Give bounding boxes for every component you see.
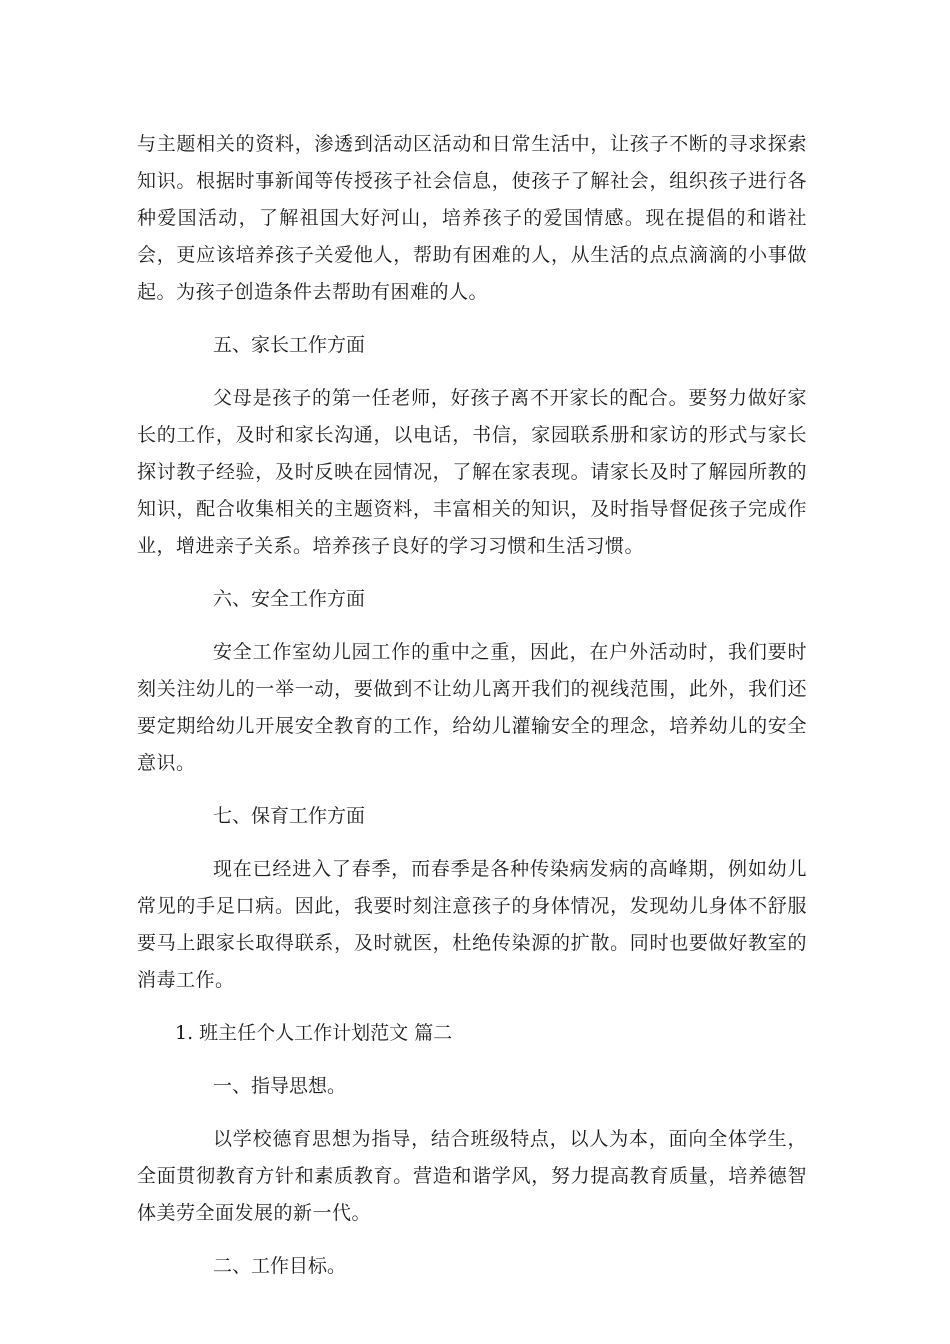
paragraph-guiding-thought: 以学校德育思想为指导，结合班级特点，以人为本，面向全体学生，全面贯彻教育方针和素质教育。营造和谐学风，努力提高教育质量，培养德智体美劳全面发展的新一代。 bbox=[137, 1128, 807, 1224]
paragraph-parents: 父母是孩子的第一任老师，好孩子离不开家长的配合。要努力做好家长的工作，及时和家长沟通，以电话，书信，家园联系册和家访的形式与家长探讨教子经验，及时反映在园情况，了解在家表现。请家长及时了解园所教的知识，配合收集相关的主题资料，丰富相关的知识，及时指导督促孩子完成作业，增进亲子关系。培养孩子良好的学习习惯和生活习惯。 bbox=[137, 387, 807, 557]
paragraph-care: 现在已经进入了春季，而春季是各种传染病发病的高峰期，例如幼儿常见的手足口病。因此，我要时刻注意孩子的身体情况，发现幼儿身体不舒服要马上跟家长取得联系，及时就医，杜绝传染源的扩散。同时也要做好教室的消毒工作。 bbox=[137, 858, 807, 991]
section-heading-goals: 二、工作目标。 bbox=[213, 1255, 347, 1277]
section-heading-guiding-thought: 一、指导思想。 bbox=[213, 1075, 347, 1097]
paragraph-continued: 与主题相关的资料，渗透到活动区活动和日常生活中，让孩子不断的寻求探索知识。根据时事新闻等传授孩子社会信息，使孩子了解社会，组织孩子进行各种爱国活动，了解祖国大好河山，培养孩子的爱国情感。现在提倡的和谐社会，更应该培养孩子关爱他人，帮助有困难的人，从生活的点点滴滴的小事做起。为孩子创造条件去帮助有困难的人。 bbox=[137, 133, 807, 303]
paragraph-safety: 安全工作室幼儿园工作的重中之重，因此，在户外活动时，我们要时刻关注幼儿的一举一动，要做到不让幼儿离开我们的视线范围，此外，我们还要定期给幼儿开展安全教育的工作，给幼儿灌输安全的理念，培养幼儿的安全意识。 bbox=[137, 641, 807, 774]
section-heading-safety: 六、安全工作方面 bbox=[213, 588, 366, 610]
section-heading-parents: 五、家长工作方面 bbox=[213, 334, 366, 356]
article-title-part-two: 1. 班主任个人工作计划范文 篇二 bbox=[175, 1022, 453, 1044]
section-heading-care: 七、保育工作方面 bbox=[213, 805, 366, 827]
document-body bbox=[137, 126, 807, 1285]
